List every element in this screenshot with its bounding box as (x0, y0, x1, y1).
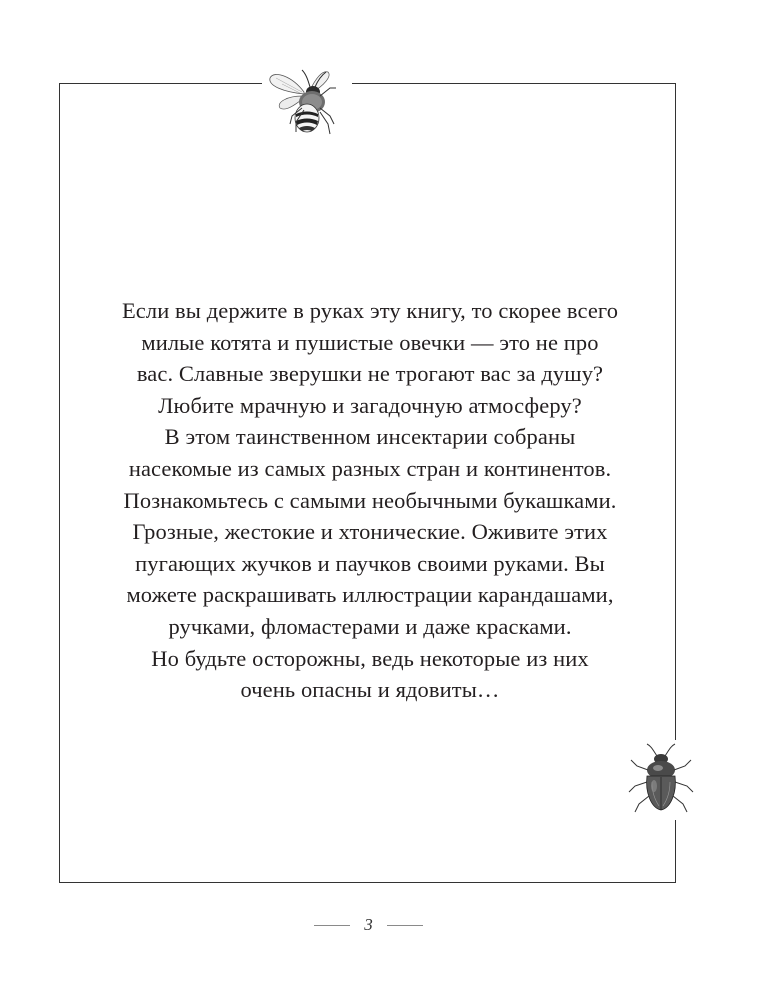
footer-rule-left (314, 925, 350, 926)
bumblebee-illustration (262, 58, 352, 148)
intro-line: Любите мрачную и загадочную атмосферу? (158, 392, 582, 418)
intro-line: Если вы держите в руках эту книгу, то скорее всего (121, 298, 619, 323)
intro-paragraph (80, 295, 660, 706)
intro-line: пугающих жучков и паучков своими руками. Вы (135, 550, 605, 576)
beetle-icon (625, 740, 697, 820)
bumblebee-icon (262, 58, 352, 148)
page-footer (0, 913, 759, 937)
intro-line: Познакомьтесь с самыми необычными букашками. (123, 487, 617, 513)
intro-line: ручками, фломастерами и даже красками. (168, 613, 572, 639)
intro-line: можете раскрашивать иллюстрации карандашами, (126, 582, 614, 608)
beetle-illustration (625, 740, 697, 820)
footer-rule-right (387, 925, 423, 926)
page-number: 3 (364, 915, 373, 934)
intro-line: милые котята и пушистые овечки — это не про (141, 329, 599, 355)
intro-line: насекомые из самых разных стран и континентов. (128, 455, 612, 481)
intro-line: Грозные, жестокие и хтонические. Оживите этих (132, 519, 608, 545)
intro-line: Но будьте осторожны, ведь некоторые из них (151, 645, 589, 671)
intro-line: вас. Славные зверушки не трогают вас за душу? (136, 361, 604, 387)
intro-line: очень опасны и ядовиты… (240, 677, 500, 703)
intro-line: В этом таинственном инсектарии собраны (164, 424, 576, 450)
